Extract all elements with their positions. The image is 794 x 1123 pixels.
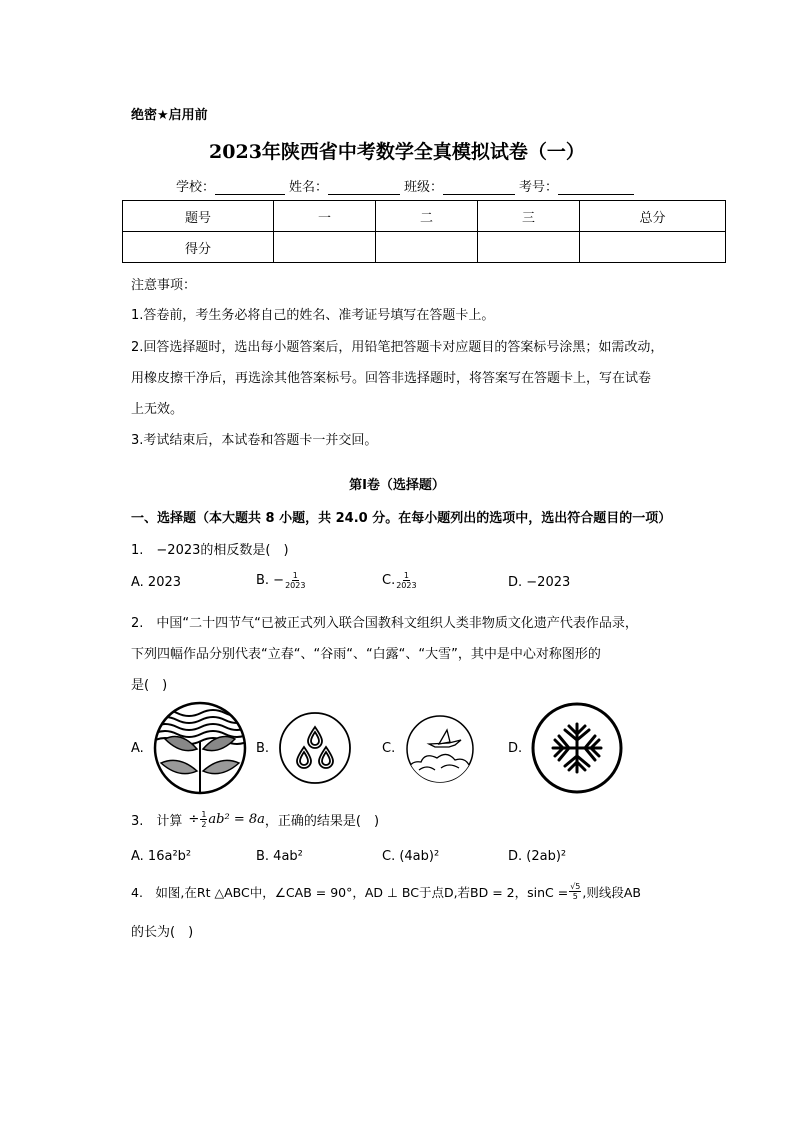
score-table	[122, 200, 726, 263]
q2-line-3: 是( )	[131, 678, 168, 693]
score-cell: 一	[274, 201, 376, 232]
q2-option-a-label[interactable]: A.	[131, 741, 144, 756]
note-2-line-2: 用橡皮擦干净后，再选涂其他答案标号。回答非选择题时，将答案写在答题卡上，写在试卷	[131, 371, 652, 386]
q2-option-b-label[interactable]: B.	[256, 741, 270, 756]
score-cell[interactable]	[478, 232, 580, 263]
q1-option-d[interactable]: D. −2023	[508, 575, 571, 590]
q2-option-d-label[interactable]: D.	[508, 741, 523, 756]
score-cell[interactable]	[274, 232, 376, 263]
q2-option-c-label[interactable]: C.	[382, 741, 396, 756]
q1-option-c-prefix: C.	[382, 573, 396, 588]
fraction-denominator: 2023	[396, 581, 417, 590]
score-cell: 二	[376, 201, 478, 232]
exam-title: 2023年陕西省中考数学全真模拟试卷（一）	[209, 141, 585, 163]
q3-fraction	[200, 810, 207, 829]
rain-drops-emblem-image	[278, 711, 352, 785]
q1-option-c-fraction	[396, 571, 416, 590]
exam-number-field[interactable]	[558, 180, 634, 195]
spring-emblem-image	[153, 701, 247, 795]
note-3: 3.考试结束后，本试卷和答题卡一并交回。	[131, 433, 378, 448]
q1-option-a[interactable]: A. 2023	[131, 575, 182, 590]
class-field[interactable]	[443, 180, 515, 195]
score-cell: 题号	[123, 201, 274, 232]
fraction-denominator: 5	[572, 892, 578, 901]
score-cell: 三	[478, 201, 580, 232]
score-cell: 总分	[580, 201, 726, 232]
snowflake-emblem-image	[531, 702, 623, 794]
q4-line-1-end: ,则线段AB	[582, 884, 641, 900]
q1-option-b[interactable]	[256, 571, 306, 590]
fraction-numerator: 1	[201, 810, 207, 819]
part-heading: 一、选择题（本大题共 8 小题，共 24.0 分。在每小题列出的选项中，选出符合题目的一项）	[131, 511, 672, 526]
fraction-numerator: 1	[292, 571, 298, 580]
note-1: 1.答卷前，考生务必将自己的姓名、准考证号填写在答题卡上。	[131, 308, 495, 323]
q1-stem: 1. −2023的相反数是( )	[131, 543, 289, 558]
q1-option-b-prefix: B. −	[256, 573, 285, 588]
q4-line-1-start: 4. 如图,在Rt △ABC中，∠CAB = 90°，AD ⊥ BC于点D,若BD = 2，sinC =	[131, 884, 569, 900]
q3-option-d[interactable]: D. (2ab)²	[508, 849, 567, 864]
q4-fraction	[569, 882, 581, 901]
q3-expression: ab² = 8a	[208, 812, 265, 827]
fraction-numerator: √5	[570, 882, 581, 891]
q2-line-1: 2. 中国“二十四节气“已被正式列入联合国教科文组织人类非物质文化遗产代表作品录，	[131, 616, 638, 631]
class-label: 班级：	[404, 180, 444, 195]
fraction-denominator: 2023	[285, 581, 306, 590]
exam-number-label: 考号：	[519, 180, 559, 195]
fraction-numerator: 1	[403, 571, 409, 580]
note-2-line-3: 上无效。	[131, 402, 184, 417]
q2-line-2: 下列四幅作品分别代表“立春“、“谷雨“、“白露“、“大雪”，其中是中心对称图形的	[131, 647, 601, 662]
q4-line-1	[131, 882, 641, 901]
score-table-header-row	[123, 201, 726, 232]
score-table-score-row	[123, 232, 726, 263]
notes-heading: 注意事项：	[131, 278, 197, 293]
q3-stem	[131, 810, 379, 829]
name-field[interactable]	[328, 180, 400, 195]
school-field[interactable]	[215, 180, 285, 195]
q3-option-b[interactable]: B. 4ab²	[256, 849, 303, 864]
score-cell: 得分	[123, 232, 274, 263]
score-cell[interactable]	[580, 232, 726, 263]
q3-stem-suffix: ，正确的结果是( )	[264, 814, 380, 829]
q1-option-b-fraction	[285, 571, 305, 590]
name-label: 姓名：	[289, 180, 329, 195]
student-info-row	[176, 176, 638, 195]
dew-bird-emblem-image	[405, 714, 475, 784]
q3-option-c[interactable]: C. (4ab)²	[382, 849, 440, 864]
q4-line-2: 的长为( )	[131, 925, 194, 940]
fraction-denominator: 2	[201, 820, 207, 829]
q1-option-c[interactable]	[382, 571, 418, 590]
q3-stem-prefix: 3. 计算	[131, 814, 183, 829]
confidential-label: 绝密★启用前	[131, 108, 208, 123]
q3-option-a[interactable]: A. 16a²b²	[131, 849, 192, 864]
q3-division-sign: ÷	[188, 812, 200, 827]
note-2-line-1: 2.回答选择题时，选出每小题答案后，用铅笔把答题卡对应题目的答案标号涂黑；如需改动，	[131, 340, 664, 355]
score-cell[interactable]	[376, 232, 478, 263]
school-label: 学校：	[176, 180, 216, 195]
section-title: 第Ⅰ卷（选择题）	[349, 478, 445, 493]
